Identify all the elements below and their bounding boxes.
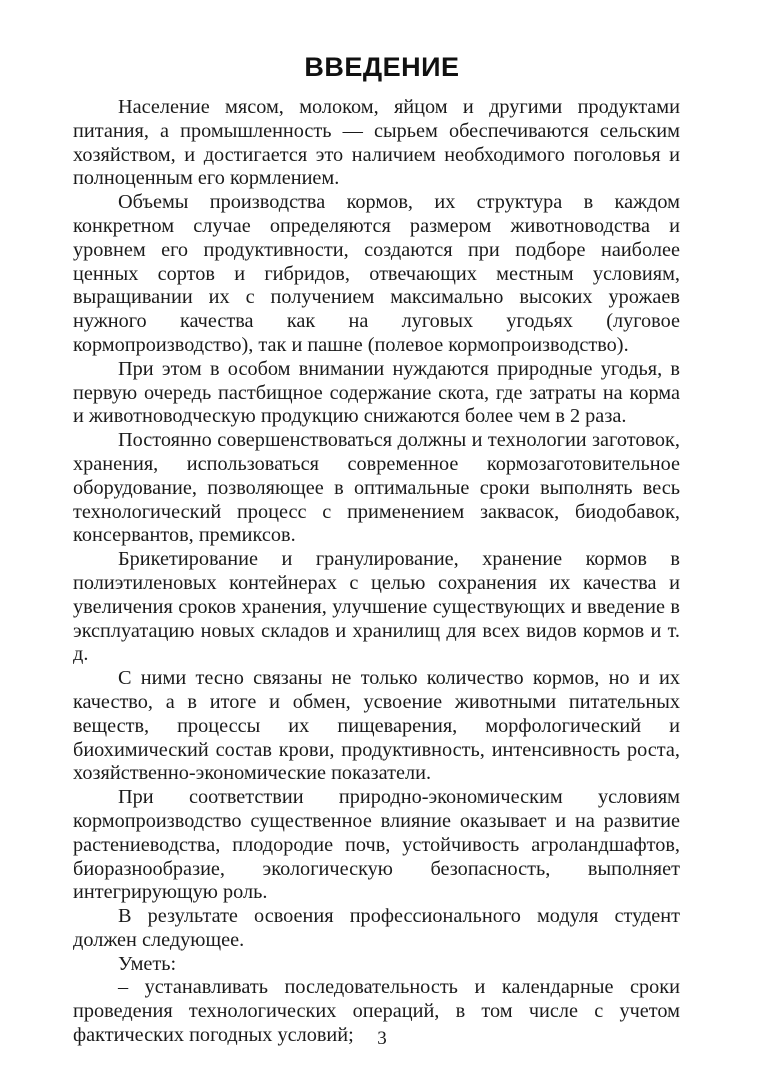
page-number: 3	[377, 1028, 387, 1049]
paragraph: – устанавливать последовательность и календарные сроки проведения технологических операций, в том числе с учетом фактических погодных условий;	[73, 976, 680, 1047]
page-title: ВВЕДЕНИЕ	[304, 52, 460, 82]
paragraph: При этом в особом внимании нуждаются природные угодья, в первую очередь пастбищное содержание скота, где затраты на корма и животноводческую продукцию снижаются более чем в 2 раза.	[73, 357, 680, 428]
paragraph: При соответствии природно-экономическим условиям кормопроизводство существенное влияние оказывает и на развитие растениеводства, плодородие почв, устойчивость агроландшафтов, биоразнообразие, экологическую безопасность, выполняет интегрирующую роль.	[73, 786, 680, 904]
paragraph: Уметь:	[118, 952, 177, 975]
paragraph: Объемы производства кормов, их структура в каждом конкретном случае определяются размером животноводства и уровнем его продуктивности, создаются при подборе наиболее ценных сортов и гибридов, отвечающих местным условиям, выращивании их с получением максимально высоких урожаев нужного качества как на луговых угодьях (луговое кормопроизводство), так и пашне (полевое кормопроизводство).	[73, 191, 680, 356]
paragraph: С ними тесно связаны не только количество кормов, но и их качество, а в итоге и обмен, усвоение животными питательных веществ, процессы их пищеварения, морфологический и биохимический состав крови, продуктивность, интенсивность роста, хозяйственно-экономические показатели.	[73, 667, 680, 785]
body-text	[73, 96, 680, 1048]
paragraph: В результате освоения профессионального модуля студент должен следующее.	[73, 905, 680, 951]
paragraph: Население мясом, молоком, яйцом и другими продуктами питания, а промышленность — сырьем обеспечиваются сельским хозяйством, и достигается это наличием необходимого поголовья и полноценным его кормлением.	[73, 96, 680, 190]
paragraph: Брикетирование и гранулирование, хранение кормов в полиэтиленовых контейнерах с целью сохранения их качества и увеличения сроков хранения, улучшение существующих и введение в эксплуатацию новых складов и хранилищ для всех видов кормов и т. д.	[73, 548, 680, 666]
paragraph: Постоянно совершенствоваться должны и технологии заготовок, хранения, использоваться современное кормозаготовительное оборудование, позволяющее в оптимальные сроки выполнять весь технологический процесс с применением заквасок, биодобавок, консервантов, премиксов.	[73, 429, 680, 547]
